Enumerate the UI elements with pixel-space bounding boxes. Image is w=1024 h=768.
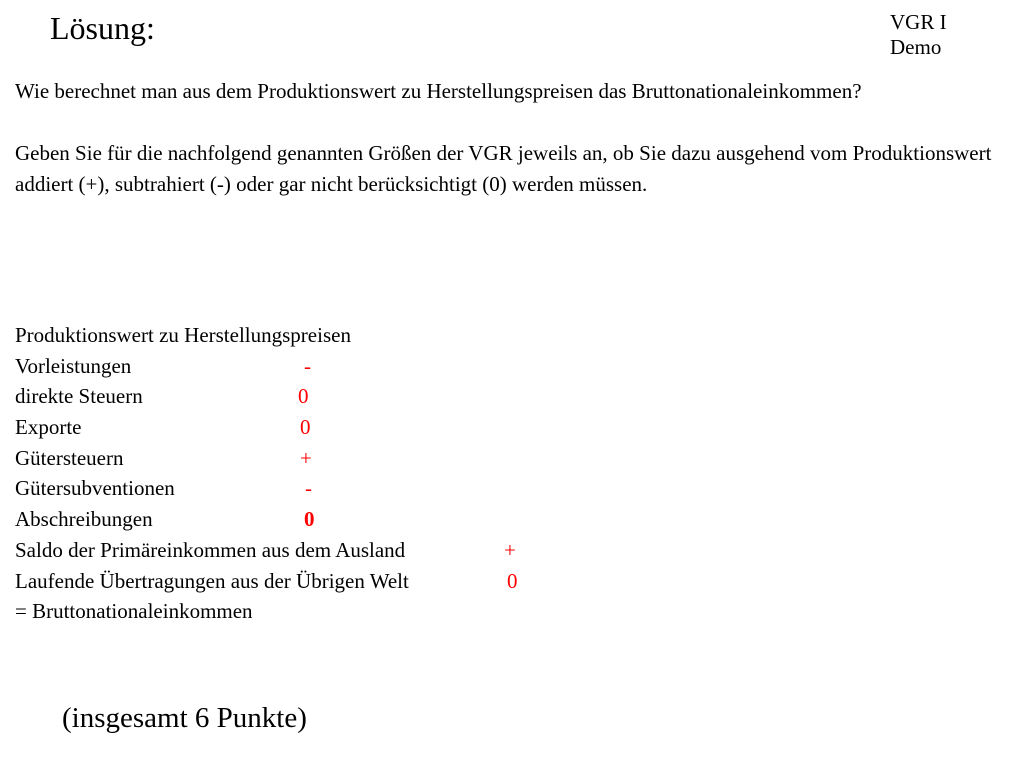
item-label: Abschreibungen: [15, 507, 153, 532]
list-item: [15, 381, 409, 412]
points-total: (insgesamt 6 Punkte): [62, 702, 307, 734]
list-item: [15, 351, 409, 382]
item-label: = Bruttonationaleinkommen: [15, 599, 253, 624]
question-block: [15, 76, 1020, 200]
item-answer: 0: [304, 507, 315, 532]
items-list: [15, 320, 518, 627]
course-name: VGR I: [890, 10, 947, 34]
instruction-text: Geben Sie für die nachfolgend genannten Größen der VGR jeweils an, ob Sie dazu ausgehend vom Produktionswert addiert (+), subtrahiert (-) oder gar nicht berücksichtigt (0) werden müssen.: [15, 141, 992, 196]
question-text: Wie berechnet man aus dem Produktionswert zu Herstellungspreisen das Bruttonationaleinkommen?: [15, 79, 862, 103]
item-answer: 0: [507, 568, 518, 593]
list-item: [15, 504, 409, 535]
item-answer: 0: [298, 384, 309, 409]
page-title: Lösung:: [50, 10, 155, 46]
item-label: Gütersteuern: [15, 445, 124, 470]
list-item: [15, 320, 409, 351]
list-item: [15, 473, 409, 504]
item-label: Produktionswert zu Herstellungspreisen: [15, 323, 351, 347]
item-answer: 0: [300, 415, 311, 440]
item-label: Laufende Übertragungen aus der Übrigen Welt: [15, 568, 409, 593]
item-label: direkte Steuern: [15, 384, 143, 409]
item-label: Saldo der Primäreinkommen aus dem Ausland: [15, 537, 406, 562]
list-item: [15, 443, 409, 474]
item-answer: -: [304, 353, 311, 378]
course-mode: Demo: [890, 35, 942, 59]
item-answer: +: [504, 537, 516, 562]
list-item: [15, 535, 516, 566]
list-item: [15, 566, 518, 597]
item-label: Vorleistungen: [15, 353, 132, 378]
item-answer: -: [305, 476, 312, 501]
item-label: Gütersubventionen: [15, 476, 175, 501]
item-answer: +: [300, 445, 312, 470]
list-item: [15, 412, 409, 443]
course-label: [890, 10, 947, 60]
item-label: Exporte: [15, 415, 82, 440]
list-item: [15, 596, 409, 627]
